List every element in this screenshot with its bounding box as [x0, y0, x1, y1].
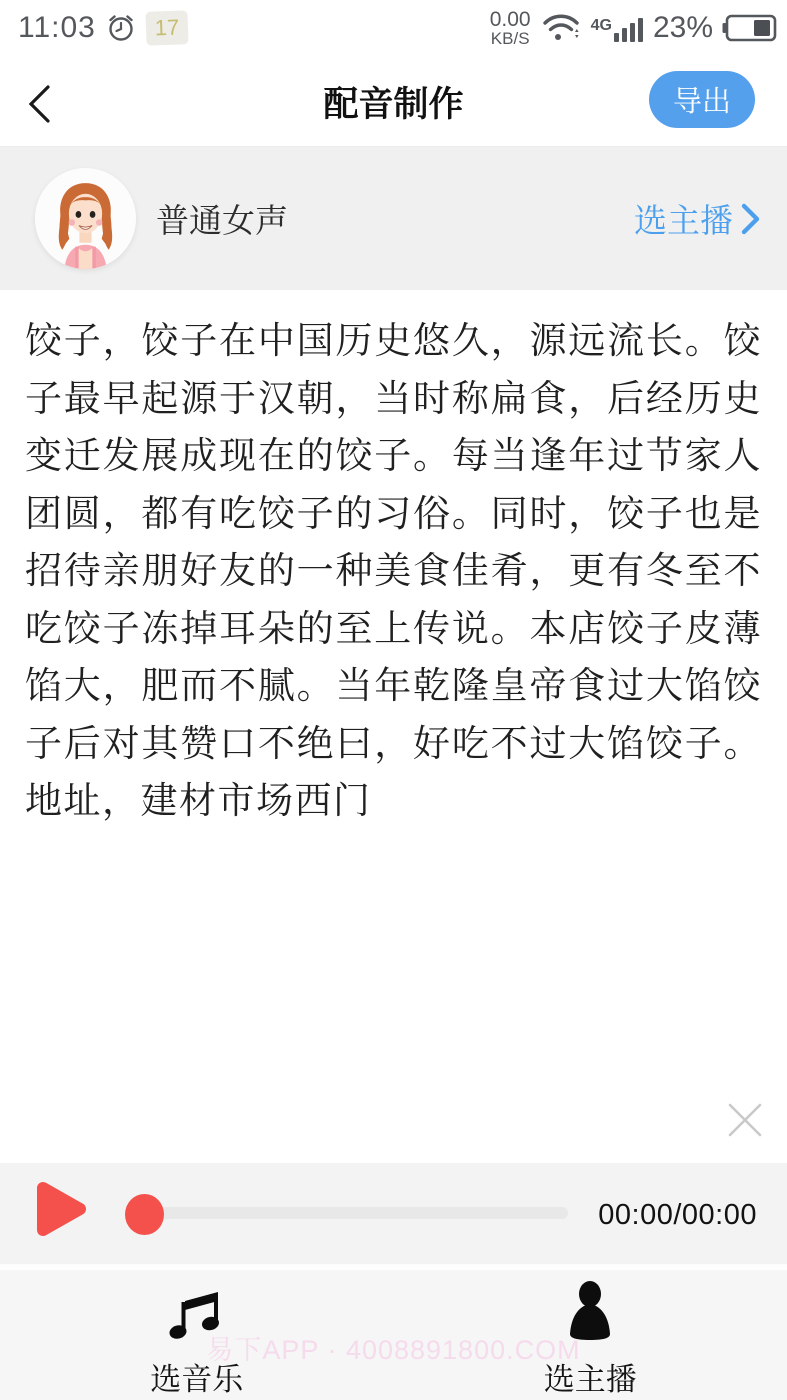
chevron-right-icon: [739, 202, 761, 236]
status-bar-left: [18, 11, 188, 45]
select-anchor-link[interactable]: [634, 195, 761, 242]
progress-slider[interactable]: [125, 1163, 585, 1267]
speaker-row[interactable]: [0, 147, 787, 290]
tab-label-anchor: 选主播: [543, 1362, 637, 1397]
back-button[interactable]: [22, 82, 62, 126]
chevron-left-icon: [22, 82, 62, 126]
page-title: 配音制作: [323, 84, 464, 124]
network-speed-value: 0.00: [489, 8, 531, 31]
script-editor[interactable]: [0, 290, 787, 1163]
script-text[interactable]: 饺子，饺子在中国历史悠久，源远流长。饺子最早起源于汉朝，当时称扁食，后经历史变迁发展成现在的饺子。每当逢年过节家人团圆，都有吃饺子的习俗。同时，饺子也是招待亲朋好友的一种美食佳肴，更有冬至不吃饺子冻掉耳朵的至上传说。本店饺子皮薄馅大，肥而不腻。当年乾隆皇帝食过大馅饺子后对其赞口不绝曰，好吃不过大馅饺子。地址，建材市场西门: [25, 320, 762, 821]
tab-select-anchor[interactable]: [394, 1270, 787, 1400]
avatar: [35, 168, 136, 269]
calendar-badge-icon: 17: [145, 10, 188, 45]
watermark: 易下APP · 4008891800.COM: [206, 1335, 581, 1365]
tab-label-music: 选音乐: [150, 1362, 244, 1397]
close-icon[interactable]: [723, 1098, 767, 1142]
network-speed: [490, 9, 531, 47]
audio-player-bar: [0, 1163, 787, 1267]
music-note-icon: [165, 1280, 229, 1346]
play-button[interactable]: [30, 1178, 92, 1240]
time-display: 00:00/00:00: [598, 1198, 757, 1231]
select-anchor-label: 选主播: [634, 202, 733, 239]
battery-percent: 23%: [652, 11, 713, 44]
cellular-type-label: 4G: [590, 17, 612, 34]
network-speed-unit: KB/S: [490, 29, 530, 48]
bottom-tab-bar: [0, 1270, 787, 1400]
alarm-clock-icon: [106, 13, 136, 43]
status-bar: [0, 0, 787, 56]
tab-select-music[interactable]: [0, 1270, 394, 1400]
clock-time: 11:03: [18, 11, 96, 44]
person-icon: [560, 1280, 620, 1346]
header: [0, 56, 787, 147]
wifi-icon: [541, 11, 583, 45]
battery-icon: [721, 13, 777, 43]
signal-bars-icon: [591, 12, 645, 44]
progress-thumb[interactable]: [125, 1194, 164, 1235]
play-icon: [30, 1178, 92, 1240]
export-button[interactable]: 导出: [649, 71, 755, 128]
status-bar-right: [490, 9, 777, 47]
voice-name: 普通女声: [156, 202, 288, 239]
progress-track[interactable]: [144, 1207, 568, 1219]
